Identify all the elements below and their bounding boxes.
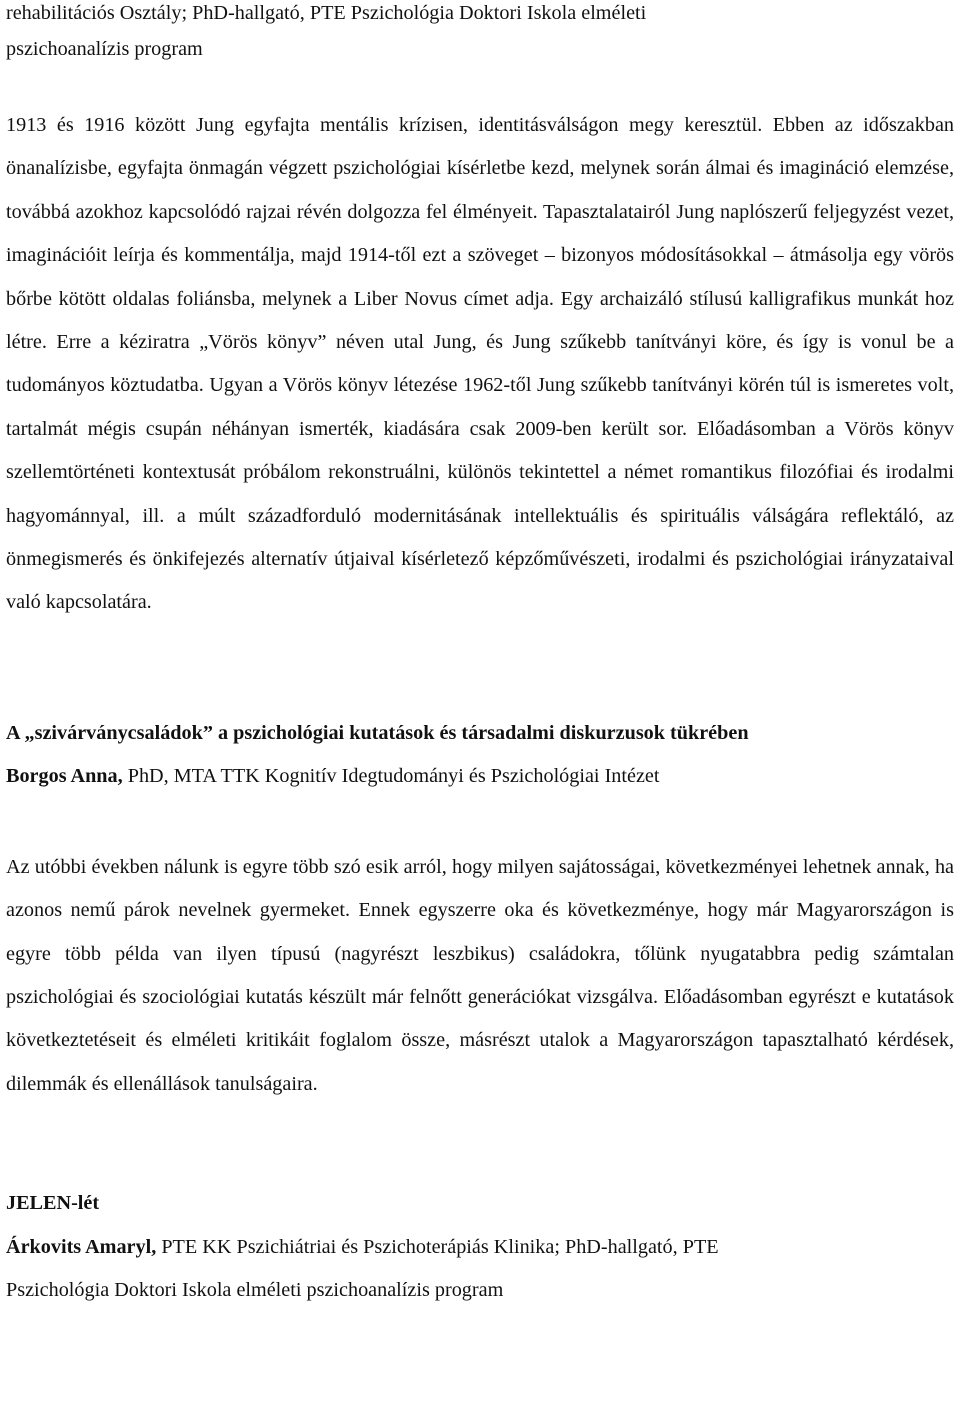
borgos-abstract-paragraph: Az utóbbi években nálunk is egyre több szó esik arról, hogy milyen sajátosságai, következményei lehetnek annak, ha azonos nemű párok nevelnek gyermeket. Ennek egyszerre oka és következménye, hogy már Magyarországon is egyre több példa van ilyen típusú (nagyrészt leszbikus) családokra, tőlünk nyugatabbra pedig számtalan pszichológiai és szociológiai kutatás készült már felnőtt generációkat vizsgálva. Előadásomban egyrészt e kutatások következtetéseit és elméleti kritikáit foglalom össze, másrészt utalok a Magyarországon tapasztalható kérdések, dilemmák és ellenállások tanulságaira. [6, 855, 954, 1095]
borgos-section-title: A „szivárványcsaládok” a pszichológiai kutatások és társadalmi diskurzusok tükrében [6, 721, 749, 744]
document-page [6, 0, 954, 1312]
spacer [6, 625, 954, 712]
jung-abstract-paragraph: 1913 és 1916 között Jung egyfajta mentális krízisen, identitásválságon megy keresztül. Ebben az időszakban önanalízisbe, egyfajta önmagán végzett pszichológiai kísérletbe kezd, melynek során álmai és imagináció elemzése, továbbá azokhoz kapcsolódó rajzai révén dolgozza fel élményeit. Tapasztalatairól Jung naplószerű feljegyzést vezet, imaginációit leírja és kommentálja, majd 1914-től ezt a szöveget ‒ bizonyos módosításokkal ‒ átmásolja egy vörös bőrbe kötött oldalas foliánsba, melynek a Liber Novus címet adja. Egy archaizáló stílusú kalligrafikus munkát hoz létre. Erre a kéziratra „Vörös könyv” néven utal Jung, és Jung szűkebb tanítványi köre, és így is vonul be a tudományos köztudatba. Ugyan a Vörös könyv létezése 1962-től Jung szűkebb tanítványi körén túl is ismeretes volt, tartalmát mégis csupán néhányan ismerték, kiadására csak 2009-ben került sor. Előadásomban a Vörös könyv szellemtörténeti kontextusát próbálom rekonstruálni, különös tekintettel a német romantikus filozófiai és irodalmi hagyománnyal, ill. a múlt századforduló modernitásának intellektuális és spirituális válságára reflektáló, az önmegismerés és önkifejezés alternatív útjaival kísérletező képzőművészeti, irodalmi és pszichológiai irányzataival való kapcsolatára. [6, 114, 954, 614]
jelen-section-title: JELEN-lét [6, 1192, 100, 1215]
jelen-author-affiliation-1: PTE KK Pszichiátriai és Pszichoterápiás Klinika; PhD-hallgató, PTE [156, 1235, 719, 1258]
spacer [6, 70, 954, 104]
spacer [6, 1106, 954, 1182]
intro-affiliation-line-2: pszichoanalízis program [6, 38, 203, 60]
spacer [6, 799, 954, 846]
borgos-author-line [6, 755, 954, 798]
borgos-author-affiliation: PhD, MTA TTK Kognitív Idegtudományi és Pszichológiai Intézet [122, 765, 660, 788]
borgos-author-name: Borgos Anna, [6, 765, 123, 788]
intro-affiliation-line-1: rehabilitációs Osztály; PhD-hallgató, PTE Pszichológia Doktori Iskola elméleti [6, 2, 647, 24]
jelen-author-affiliation-2: Pszichológia Doktori Iskola elméleti pszichoanalízis program [6, 1278, 504, 1301]
jelen-author-name: Árkovits Amaryl, [6, 1235, 157, 1258]
jelen-author-line [6, 1226, 954, 1269]
